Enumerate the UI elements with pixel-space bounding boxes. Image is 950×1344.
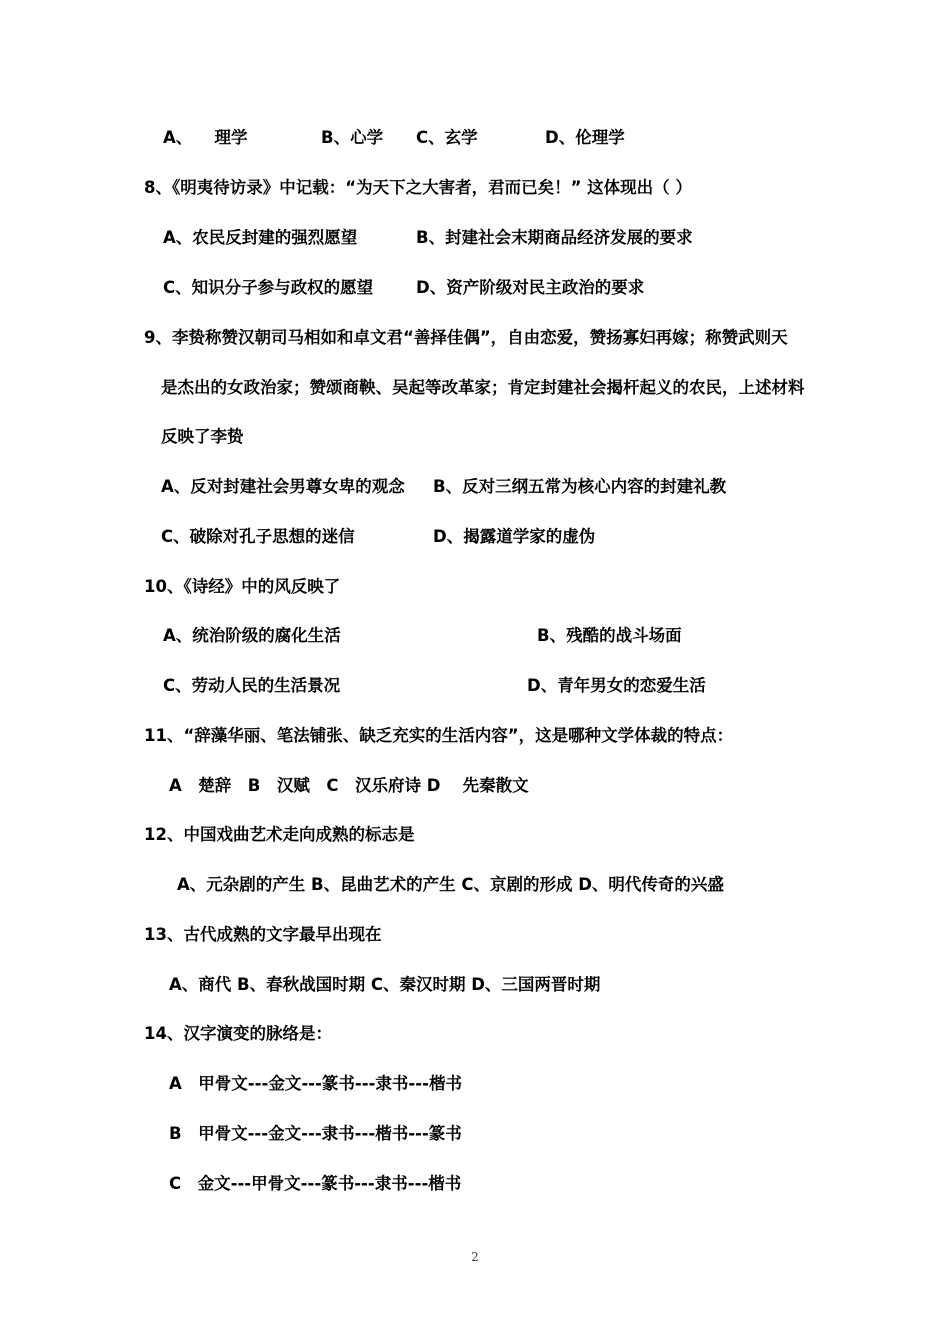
q11-options: A 楚辞 B 汉赋 C 汉乐府诗 D 先秦散文 (169, 776, 529, 795)
q12-options: A、元杂剧的产生 B、昆曲艺术的产生 C、京剧的形成 D、明代传奇的兴盛 (177, 875, 724, 894)
q9-option-c: C、破除对孔子思想的迷信 (161, 527, 355, 546)
q9-option-b: B、反对三纲五常为核心内容的封建礼教 (433, 477, 727, 496)
q13-stem: 13、古代成熟的文字最早出现在 (144, 925, 382, 944)
q14-option-c: C 金文---甲骨文---篆书---隶书---楷书 (169, 1174, 462, 1193)
q9-option-a: A、反对封建社会男尊女卑的观念 (161, 477, 405, 496)
q8-option-d: D、资产阶级对民主政治的要求 (416, 278, 645, 297)
q8-option-c: C、知识分子参与政权的愿望 (163, 278, 374, 297)
q14-stem: 14、汉字演变的脉络是： (144, 1024, 332, 1043)
q10-option-b: B、残酷的战斗场面 (537, 626, 682, 645)
q7-option-c: C、玄学 (416, 128, 478, 147)
q14-option-b: B 甲骨文---金文---隶书---楷书---篆书 (169, 1124, 462, 1143)
q9-stem-line-1: 9、李贽称赞汉朝司马相如和卓文君“善择佳偶”，自由恋爱，赞扬寡妇再嫁；称赞武则天 (144, 328, 788, 347)
q8-option-b: B、封建社会末期商品经济发展的要求 (416, 228, 693, 247)
q13-options: A、商代 B、春秋战国时期 C、秦汉时期 D、三国两晋时期 (169, 975, 601, 994)
q9-stem-line-3: 反映了李贽 (161, 427, 244, 446)
q7-option-b: B、心学 (321, 128, 384, 147)
q9-option-d: D、揭露道学家的虚伪 (433, 527, 596, 546)
q10-option-a: A、统治阶级的腐化生活 (163, 626, 341, 645)
q12-stem: 12、中国戏曲艺术走向成熟的标志是 (144, 825, 415, 844)
q8-stem: 8、《明夷待访录》中记载：“为天下之大害者，君而已矣！” 这体现出（ ） (144, 178, 692, 197)
page-number: 2 (471, 1250, 479, 1264)
q8-option-a: A、农民反封建的强烈愿望 (163, 228, 358, 247)
q10-stem: 10、《诗经》中的风反映了 (144, 577, 341, 596)
q7-option-d: D、伦理学 (545, 128, 625, 147)
q10-option-d: D、青年男女的恋爱生活 (527, 676, 706, 695)
q10-option-c: C、劳动人民的生活景况 (163, 676, 341, 695)
q9-stem-line-2: 是杰出的女政治家；赞颂商鞅、吴起等改革家；肯定封建社会揭杆起义的农民，上述材料 (161, 378, 805, 397)
q14-option-a: A 甲骨文---金文---篆书---隶书---楷书 (169, 1074, 462, 1093)
q11-stem: 11、“辞藻华丽、笔法铺张、缺乏充实的生活内容”，这是哪种文学体裁的特点： (144, 726, 734, 745)
q7-option-a: A、 理学 (163, 128, 248, 147)
